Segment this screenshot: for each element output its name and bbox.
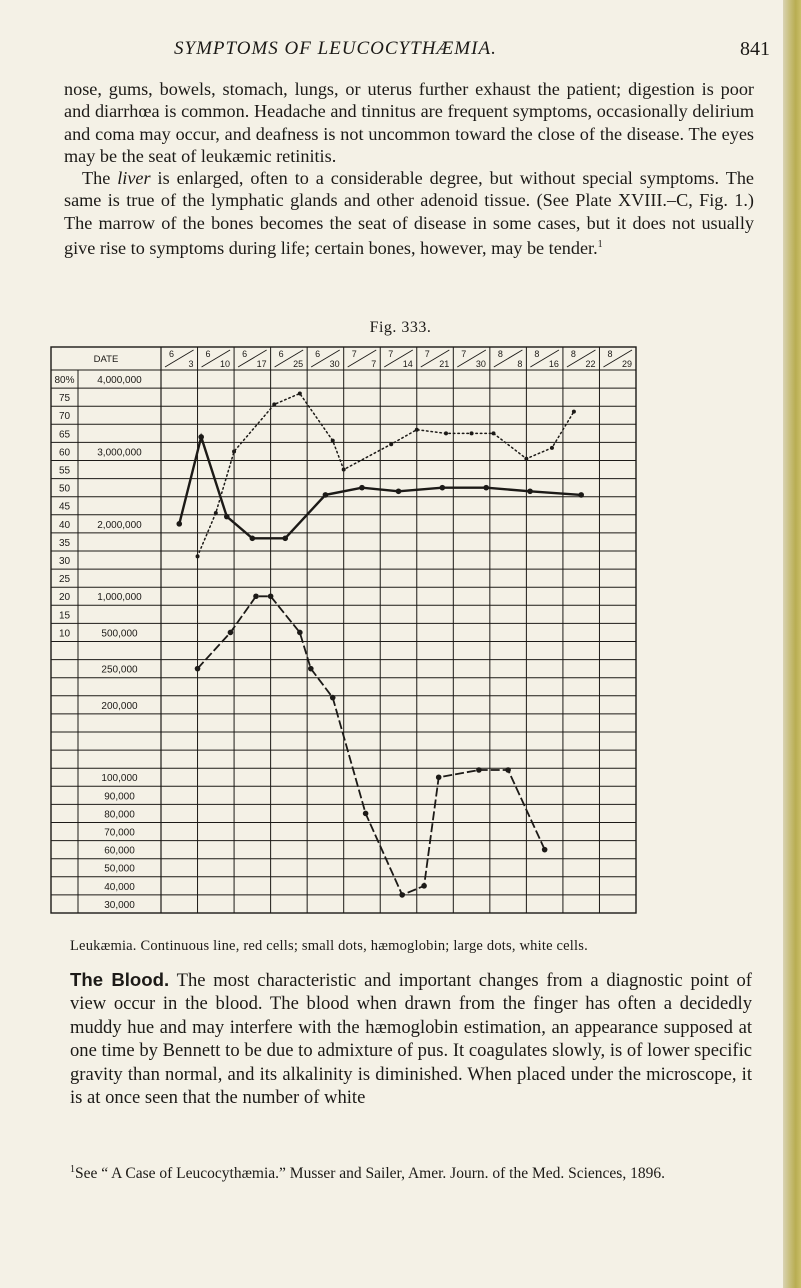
cell-count-scale-label: 4,000,000 xyxy=(97,375,142,386)
white-cells-point xyxy=(399,892,405,898)
cell-count-scale-label: 250,000 xyxy=(101,664,138,676)
red-cells-point xyxy=(198,434,204,440)
date-month-label: 6 xyxy=(205,349,211,359)
cell-count-scale-label: 30,000 xyxy=(104,899,135,911)
cell-count-scale-label: 90,000 xyxy=(104,791,135,803)
white-cells-point xyxy=(253,593,259,599)
hemoglobin-scale-label: 75 xyxy=(58,393,71,405)
hemoglobin-point xyxy=(492,431,496,435)
white-cells-point xyxy=(297,630,303,636)
date-day-label: 22 xyxy=(585,359,596,369)
white-cells-point xyxy=(228,630,234,636)
hemoglobin-point xyxy=(415,428,419,432)
paragraph-3-text xyxy=(70,968,752,1109)
red-cells-point xyxy=(578,492,584,498)
hemoglobin-point xyxy=(572,410,576,414)
date-day-label: 7 xyxy=(371,359,377,369)
date-day-label: 25 xyxy=(293,359,304,369)
hemoglobin-point xyxy=(214,511,218,515)
paragraph-3-body: The most characteristic and important changes from a diagnostic point of view occur in the blood. The blood when drawn from the finger has often a decidedly muddy hue and may interfere with the hæmoglobin estimation, an appearance supposed at one time by Bennett to be due to admixture of pus. It coagulates slowly, is of lower specific gravity than normal, and its alkalinity is diminished. When placed under the microscope, it is at once seen that the number of white xyxy=(70,970,753,1109)
date-month-label: 7 xyxy=(424,349,430,359)
white-cells-point xyxy=(268,593,274,599)
date-day-label: 29 xyxy=(621,359,632,369)
hemoglobin-point xyxy=(524,457,528,461)
running-head-title: SYMPTOMS OF LEUCOCYTHÆMIA. xyxy=(174,38,497,59)
hemoglobin-scale-label: 60 xyxy=(58,447,71,459)
footnote xyxy=(70,1160,752,1183)
red-cells-point xyxy=(250,536,256,542)
cell-count-scale-label: 60,000 xyxy=(104,845,135,857)
cell-count-scale-label: 1,000,000 xyxy=(97,592,142,604)
red-cells-point xyxy=(224,514,230,520)
date-day-label: 10 xyxy=(220,359,231,369)
hemoglobin-scale-label: 30 xyxy=(58,556,71,567)
hemoglobin-scale-label: 50 xyxy=(58,483,71,495)
white-cells-point xyxy=(195,666,201,672)
hemoglobin-point xyxy=(196,554,200,558)
hemoglobin-point xyxy=(389,442,393,446)
date-day-label: 30 xyxy=(329,359,340,369)
hemoglobin-point xyxy=(444,431,448,435)
hemoglobin-scale-label: 65 xyxy=(58,429,71,441)
red-cells-point xyxy=(359,485,365,491)
hemoglobin-scale-label: 35 xyxy=(58,537,71,549)
liver-emphasis: liver xyxy=(117,168,151,188)
hemoglobin-point xyxy=(331,439,335,443)
cell-count-scale-label: 200,000 xyxy=(101,700,138,712)
date-month-label: 6 xyxy=(315,349,321,359)
date-day-label: 21 xyxy=(439,359,450,369)
red-cells-point xyxy=(396,488,402,494)
cell-count-scale-label: 2,000,000 xyxy=(97,519,142,531)
cell-count-scale-label: 40,000 xyxy=(104,881,135,893)
white-cells-point xyxy=(308,666,314,672)
paragraph-2-after: is enlarged, often to a considerable degree, but without special symptoms. The same is true of the lymphatic glands and other adenoid tissue. (See Plate XVIII.–C, Fig. 1.) The marrow of the bones becomes the seat of disease in some cases, but it does not usually give rise to symptoms during life; certain bones, however, may be tender. xyxy=(64,168,754,258)
cell-count-scale-label: 100,000 xyxy=(101,773,138,785)
hemoglobin-point xyxy=(470,431,474,435)
cell-count-scale-label: 500,000 xyxy=(101,628,138,640)
cell-count-scale-label: 3,000,000 xyxy=(97,447,142,459)
white-cells-point xyxy=(542,847,548,853)
paragraph-blood xyxy=(70,968,752,1109)
hemoglobin-scale-label: 15 xyxy=(58,610,71,622)
red-cells-point xyxy=(323,492,329,498)
date-month-label: 8 xyxy=(497,349,503,359)
date-month-label: 6 xyxy=(169,349,175,359)
date-month-label: 8 xyxy=(570,349,576,359)
cell-count-scale-label: 70,000 xyxy=(104,827,135,839)
hemoglobin-point xyxy=(272,402,276,406)
date-day-label: 14 xyxy=(402,359,413,369)
white-cells-point xyxy=(436,774,442,780)
hemoglobin-line xyxy=(198,394,574,557)
hemoglobin-scale-label: 25 xyxy=(58,574,71,586)
date-month-label: 7 xyxy=(351,349,357,359)
date-day-label: 17 xyxy=(256,359,267,369)
red-cells-point xyxy=(176,521,182,527)
date-day-label: 3 xyxy=(188,359,194,369)
footnote-marker: 1 xyxy=(70,1164,75,1175)
white-cells-point xyxy=(363,811,369,817)
hemoglobin-point xyxy=(298,392,302,396)
paragraph-2-before: The xyxy=(82,168,118,188)
date-month-label: 6 xyxy=(278,349,284,359)
date-month-label: 6 xyxy=(242,349,248,359)
hemoglobin-scale-label: 45 xyxy=(58,501,71,513)
hemoglobin-scale-label: 55 xyxy=(58,465,71,477)
footnote-reference: 1 xyxy=(597,238,603,250)
white-cells-point xyxy=(330,695,336,701)
date-day-label: 16 xyxy=(548,359,559,369)
hemoglobin-point xyxy=(342,468,346,472)
date-month-label: 7 xyxy=(388,349,394,359)
section-lead-heading: The Blood. xyxy=(70,969,170,990)
white-cells-point xyxy=(476,767,482,773)
white-cells-point xyxy=(421,883,427,889)
cell-count-scale-label: 50,000 xyxy=(104,863,135,875)
paragraph-1-text: nose, gums, bowels, stomach, lungs, or uterus further exhaust the patient; digestion is poor and diarrhœa is common. Headache and tinnitus are frequent symptoms, occasionally delirium and coma may occur, and deafness is not uncommon toward the close of the disease. The eyes may be the seat of leukæmic retinitis. xyxy=(64,79,754,166)
footnote-text: See “ A Case of Leucocythæmia.” Musser and Sailer, Amer. Journ. of the Med. Sciences, 1896. xyxy=(75,1165,665,1183)
hemoglobin-point xyxy=(232,449,236,453)
date-day-label: 8 xyxy=(517,359,523,369)
cell-count-scale-label: 80,000 xyxy=(104,809,135,821)
date-month-label: 7 xyxy=(461,349,467,359)
date-month-label: 8 xyxy=(534,349,540,359)
date-day-label: 30 xyxy=(475,359,486,369)
red-cells-point xyxy=(527,488,533,494)
date-header-label: DATE xyxy=(93,354,119,365)
date-month-label: 8 xyxy=(607,349,613,359)
figure-label: Fig. 333. xyxy=(369,319,432,336)
red-cells-point xyxy=(440,485,446,491)
page-number: 841 xyxy=(740,38,770,60)
figure-caption: Leukæmia. Continuous line, red cells; small dots, hæmoglobin; large dots, white cells. xyxy=(70,938,588,954)
hemoglobin-scale-label: 10 xyxy=(58,628,71,640)
hemoglobin-scale-label: 40 xyxy=(58,519,71,531)
red-cells-point xyxy=(483,485,489,491)
white-cells-point xyxy=(505,767,511,773)
hemoglobin-scale-label: 80% xyxy=(54,375,75,386)
red-cells-point xyxy=(282,536,288,542)
hemoglobin-scale-label: 20 xyxy=(58,592,71,604)
hemoglobin-point xyxy=(550,446,554,450)
hemoglobin-scale-label: 70 xyxy=(58,411,71,423)
